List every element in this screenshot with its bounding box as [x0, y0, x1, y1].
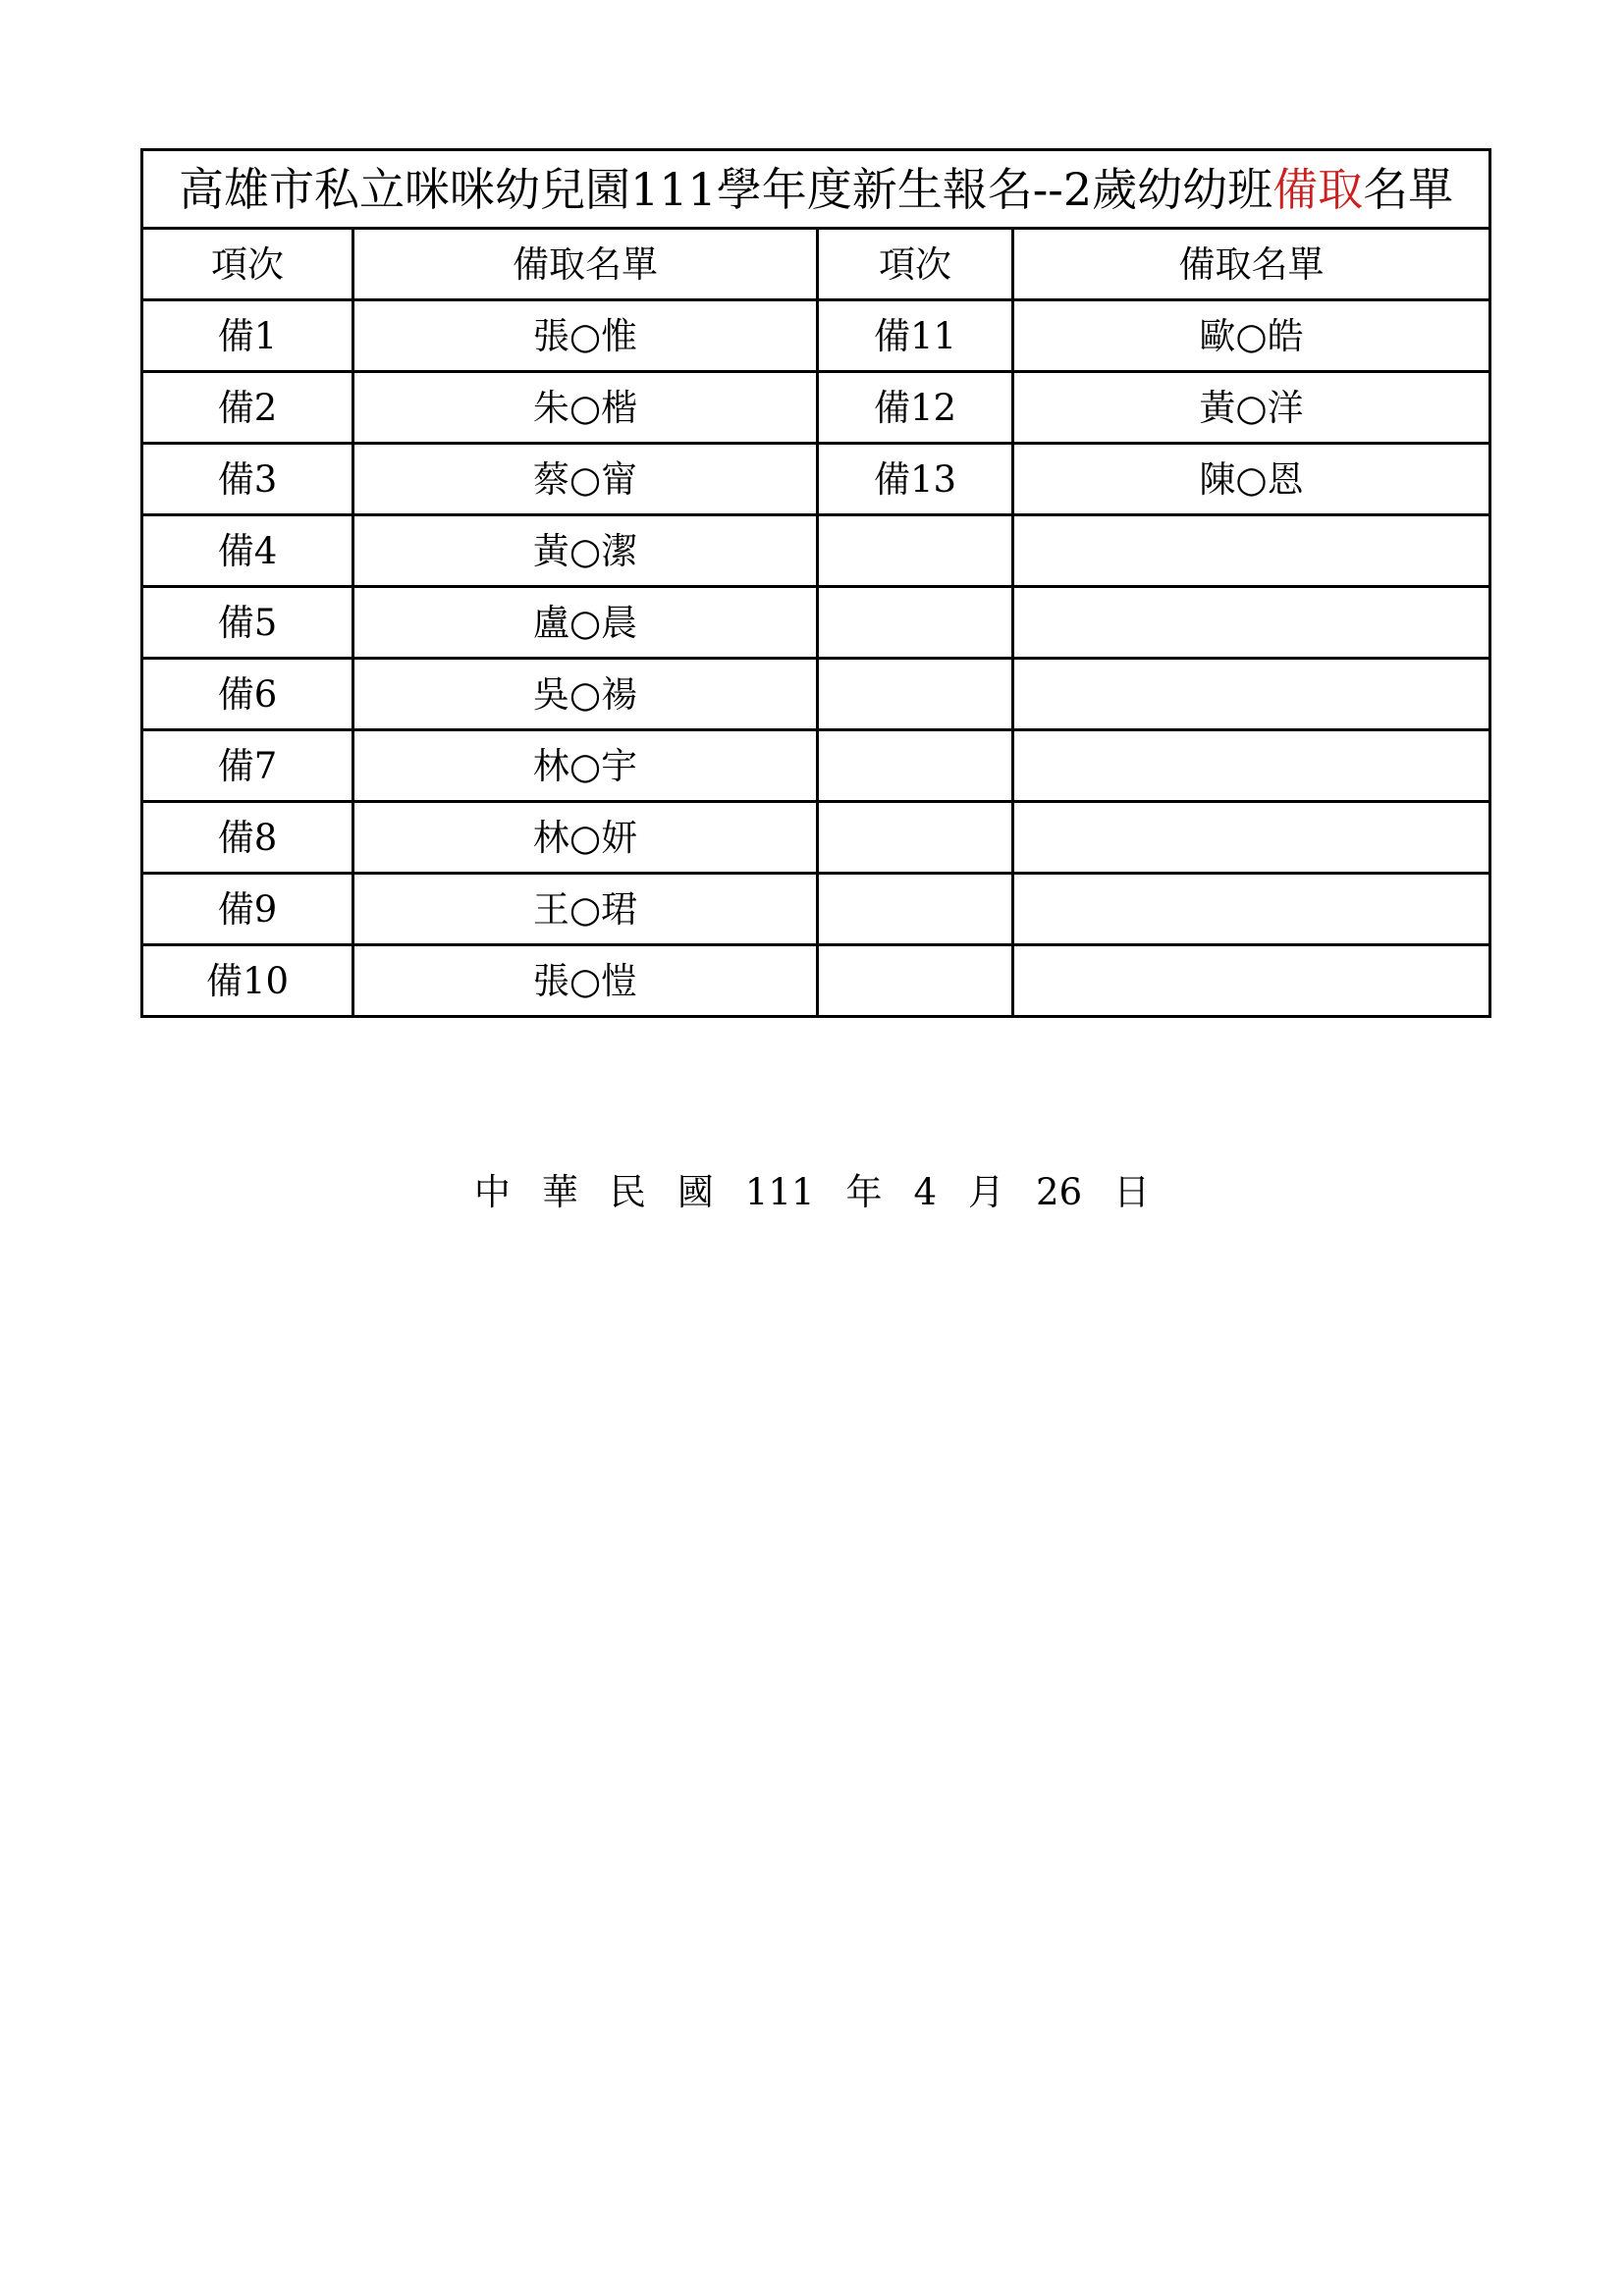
header-item-no-left: 項次 [142, 229, 353, 300]
empty-cell [1013, 659, 1490, 730]
student-name: 蔡○甯 [353, 444, 818, 515]
empty-cell [1013, 802, 1490, 874]
document-date [0, 1171, 1624, 1213]
title-text-main: 高雄市私立咪咪幼兒園111學年度新生報名--2歲幼幼班 [178, 162, 1273, 216]
date-part: 中 [473, 1171, 511, 1213]
empty-cell [1013, 515, 1490, 587]
item-number: 備5 [142, 587, 353, 659]
student-name: 吳○禓 [353, 659, 818, 730]
student-name: 張○惟 [353, 300, 818, 372]
student-name: 張○愷 [353, 945, 818, 1017]
item-number: 備10 [142, 945, 353, 1017]
table-row [142, 802, 1490, 874]
item-number: 備2 [142, 372, 353, 444]
student-name: 盧○晨 [353, 587, 818, 659]
date-month: 4 [913, 1171, 938, 1213]
header-name-left: 備取名單 [353, 229, 818, 300]
student-name: 歐○皓 [1013, 300, 1490, 372]
empty-cell [818, 587, 1013, 659]
date-part: 華 [541, 1171, 578, 1213]
date-year: 111 [744, 1171, 815, 1213]
empty-cell [1013, 730, 1490, 802]
table-row [142, 300, 1490, 372]
empty-cell [818, 515, 1013, 587]
empty-cell [1013, 874, 1490, 945]
date-part: 日 [1113, 1171, 1151, 1213]
student-name: 林○宇 [353, 730, 818, 802]
student-name: 陳○恩 [1013, 444, 1490, 515]
table-row [142, 874, 1490, 945]
table-row [142, 659, 1490, 730]
empty-cell [818, 874, 1013, 945]
item-number: 備8 [142, 802, 353, 874]
item-number: 備3 [142, 444, 353, 515]
item-number: 備7 [142, 730, 353, 802]
table-row [142, 587, 1490, 659]
waitlist-table [140, 148, 1491, 1018]
item-number: 備12 [818, 372, 1013, 444]
student-name: 王○珺 [353, 874, 818, 945]
table-row [142, 730, 1490, 802]
empty-cell [1013, 945, 1490, 1017]
header-item-no-right: 項次 [818, 229, 1013, 300]
date-day: 26 [1036, 1171, 1083, 1213]
table-row [142, 444, 1490, 515]
item-number: 備13 [818, 444, 1013, 515]
empty-cell [818, 802, 1013, 874]
table-row [142, 372, 1490, 444]
empty-cell [1013, 587, 1490, 659]
student-name: 黃○潔 [353, 515, 818, 587]
header-row [142, 229, 1490, 300]
table-row [142, 945, 1490, 1017]
title-text-highlight: 備取 [1272, 162, 1364, 216]
date-part: 月 [968, 1171, 1005, 1213]
empty-cell [818, 730, 1013, 802]
student-name: 林○妍 [353, 802, 818, 874]
student-name: 朱○楷 [353, 372, 818, 444]
title-text-suffix: 名單 [1363, 162, 1454, 216]
document-title [142, 150, 1490, 229]
empty-cell [818, 659, 1013, 730]
item-number: 備9 [142, 874, 353, 945]
title-row [142, 150, 1490, 229]
item-number: 備4 [142, 515, 353, 587]
date-part: 國 [677, 1171, 714, 1213]
student-name: 黃○洋 [1013, 372, 1490, 444]
item-number: 備11 [818, 300, 1013, 372]
date-part: 民 [609, 1171, 646, 1213]
empty-cell [818, 945, 1013, 1017]
header-name-right: 備取名單 [1013, 229, 1490, 300]
item-number: 備1 [142, 300, 353, 372]
table-row [142, 515, 1490, 587]
date-part: 年 [845, 1171, 883, 1213]
item-number: 備6 [142, 659, 353, 730]
